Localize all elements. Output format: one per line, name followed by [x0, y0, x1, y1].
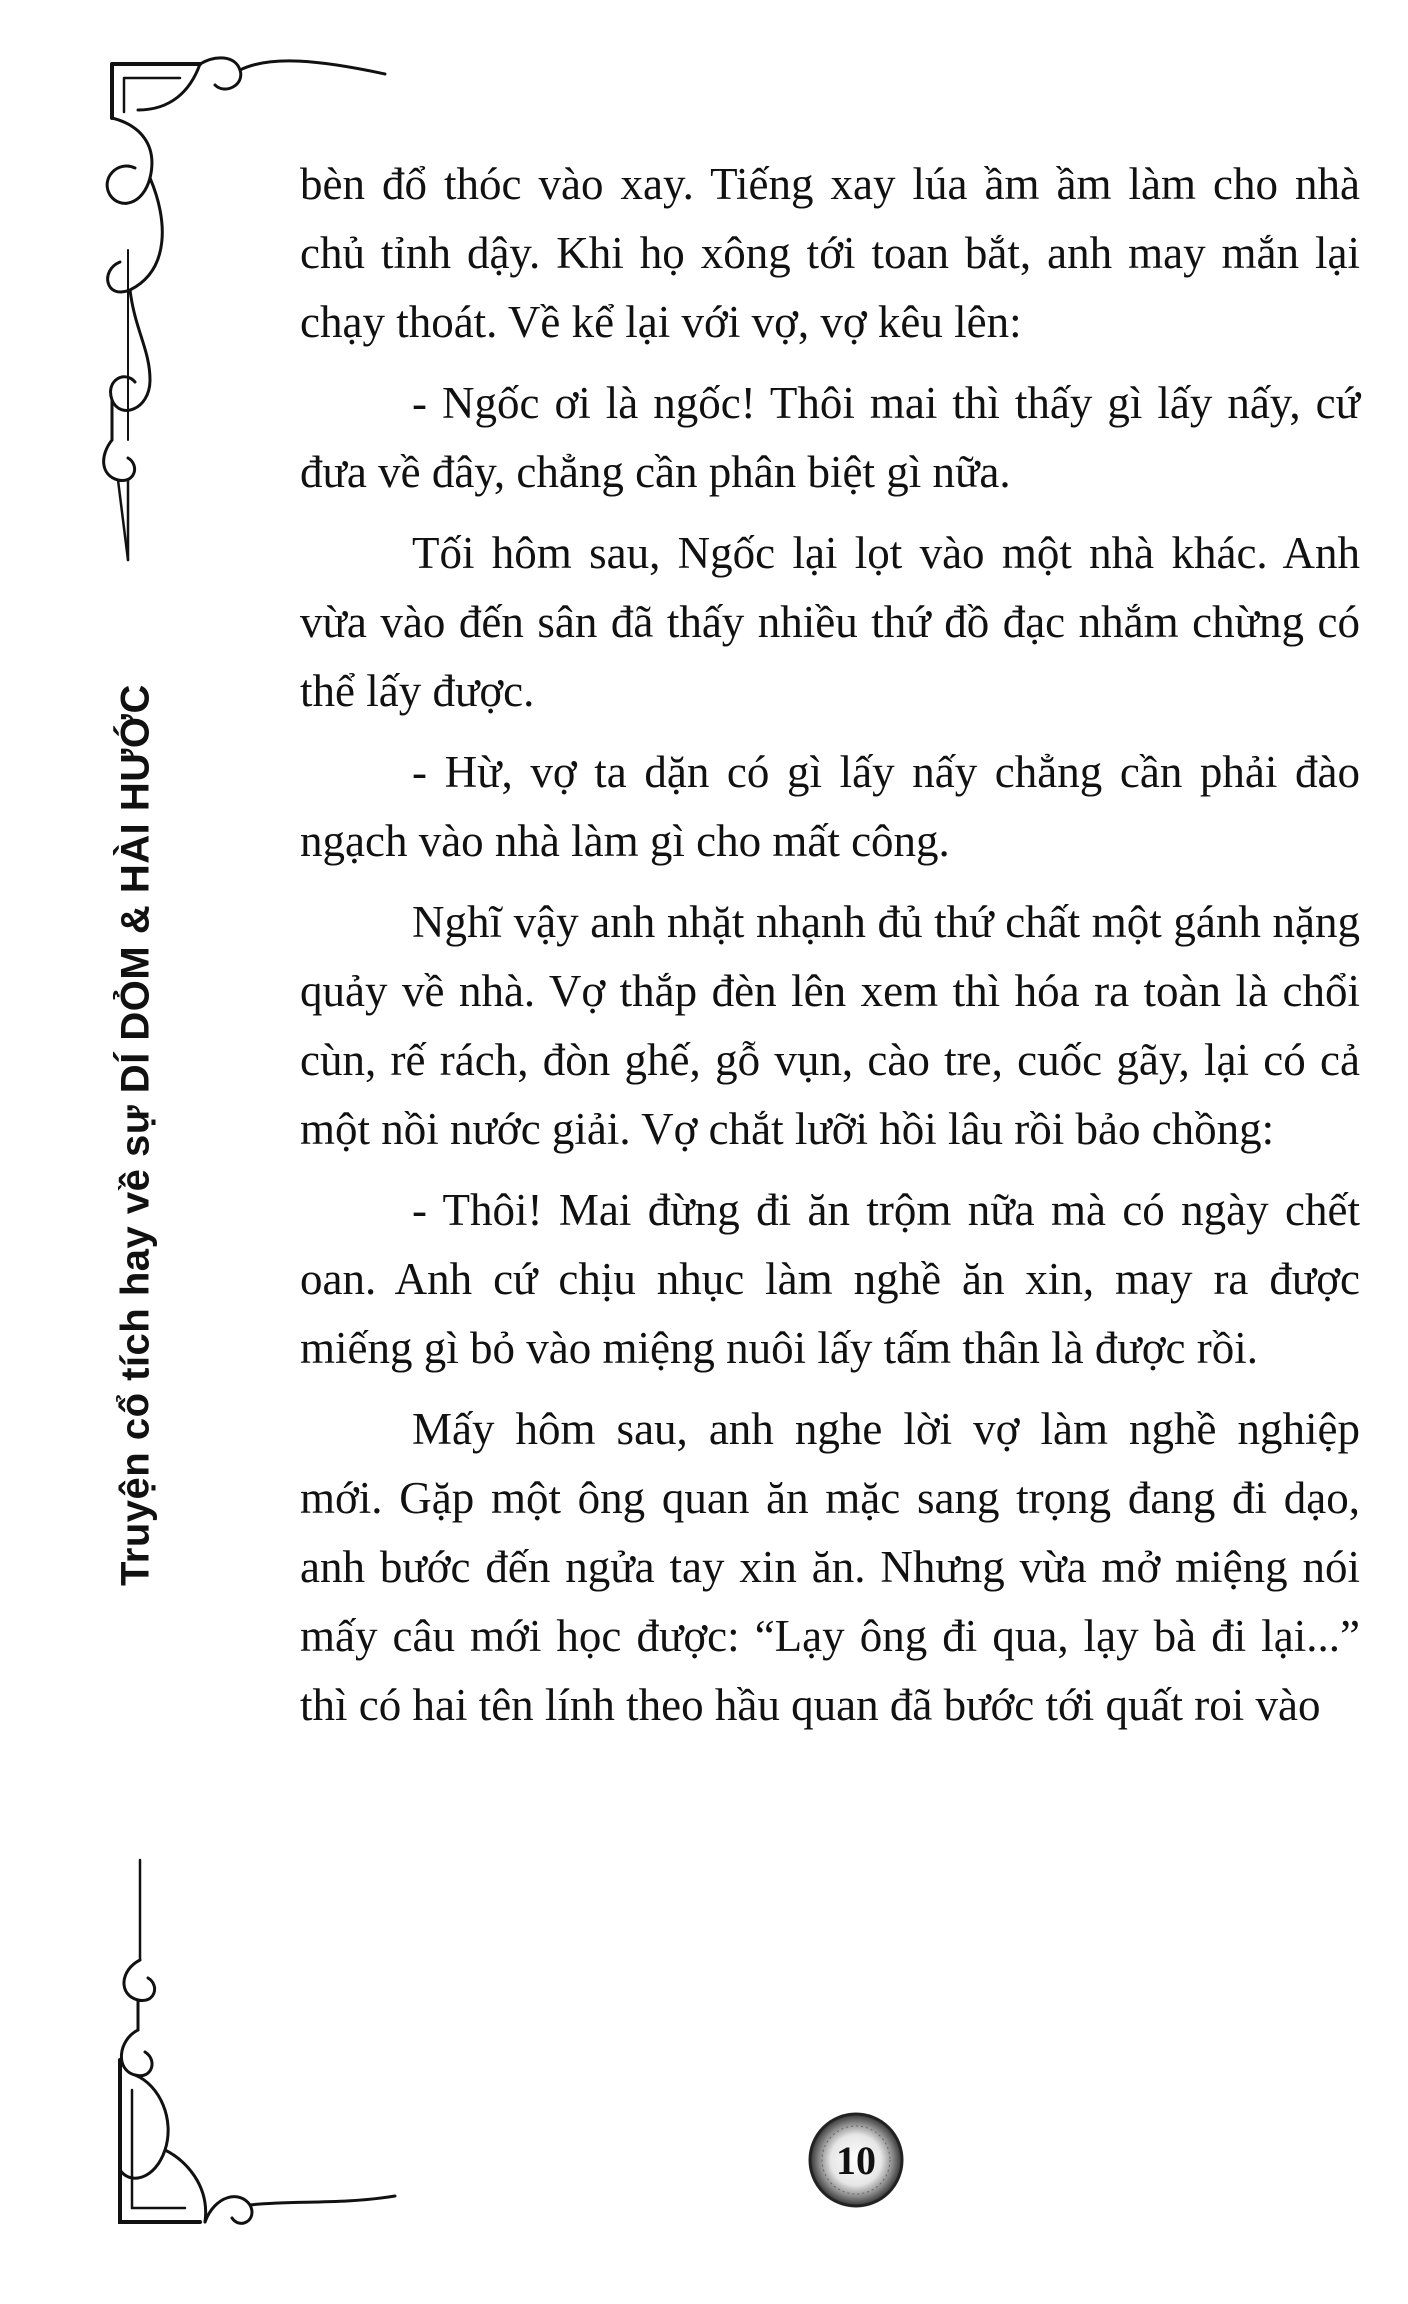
paragraph: Mấy hôm sau, anh nghe lời vợ làm nghề nghiệp mới. Gặp một ông quan ăn mặc sang trọng đang đi dạo, anh bước đến ngửa tay xin ăn. Nhưng vừa mở miệng nói mấy câu mới học được: “Lạy ông đi qua, lạy bà đi lại...” thì có hai tên lính theo hầu quan đã bước tới quất roi vào	[300, 1404, 1360, 1730]
paragraph: Nghĩ vậy anh nhặt nhạnh đủ thứ chất một gánh nặng quảy về nhà. Vợ thắp đèn lên xem thì hóa ra toàn là chổi cùn, rế rách, đòn ghế, gỗ vụn, cào tre, cuốc gãy, lại có cả một nồi nước giải. Vợ chắt lưỡi hồi lâu rồi bảo chồng:	[300, 897, 1360, 1154]
paragraph: - Ngốc ơi là ngốc! Thôi mai thì thấy gì lấy nấy, cứ đưa về đây, chẳng cần phân biệt gì nữa.	[300, 378, 1360, 497]
paragraph: - Thôi! Mai đừng đi ăn trộm nữa mà có ngày chết oan. Anh cứ chịu nhục làm nghề ăn xin, may ra được miếng gì bỏ vào miệng nuôi lấy tấm thân là được rồi.	[300, 1185, 1360, 1373]
paragraph: - Hừ, vợ ta dặn có gì lấy nấy chẳng cần phải đào ngạch vào nhà làm gì cho mất công.	[300, 747, 1360, 866]
paragraph: Tối hôm sau, Ngốc lại lọt vào một nhà khác. Anh vừa vào đến sân đã thấy nhiều thứ đồ đạc nhắm chừng có thể lấy được.	[300, 528, 1360, 716]
page-number: 10	[836, 2137, 876, 2183]
paragraph: bèn đổ thóc vào xay. Tiếng xay lúa ầm ầm làm cho nhà chủ tỉnh dậy. Khi họ xông tới toan bắt, anh may mắn lại chạy thoát. Về kể lại với vợ, vợ kêu lên:	[300, 159, 1360, 347]
page-number-badge	[806, 2110, 906, 2210]
corner-flourish-icon	[120, 1960, 395, 2223]
book-series-title: Truyện cổ tích hay về sự DÍ DỎM & HÀI HƯỚC	[113, 684, 158, 1586]
story-text	[300, 150, 1360, 1752]
